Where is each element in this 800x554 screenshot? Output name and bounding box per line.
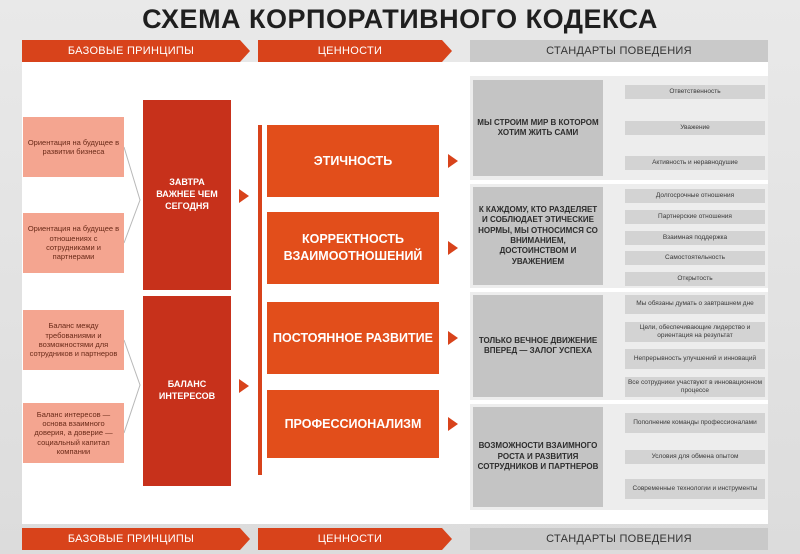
standard-item: Самостоятельность bbox=[625, 251, 765, 265]
standard-item: Условия для обмена опытом bbox=[625, 450, 765, 464]
principle-box-balance: БАЛАНС ИНТЕРЕСОВ bbox=[143, 296, 231, 486]
principle-detail-box: Ориентация на будущее в развитии бизнеса bbox=[23, 117, 124, 177]
standard-item: Непрерывность улучшений и инноваций bbox=[625, 349, 765, 369]
standard-item: Долгосрочные отношения bbox=[625, 189, 765, 203]
principle-box-future: ЗАВТРА ВАЖНЕЕ ЧЕМ СЕГОДНЯ bbox=[143, 100, 231, 290]
page-title: СХЕМА КОРПОРАТИВНОГО КОДЕКСА bbox=[142, 4, 658, 34]
value-development: ПОСТОЯННОЕ РАЗВИТИЕ bbox=[267, 302, 439, 374]
value-ethics: ЭТИЧНОСТЬ bbox=[267, 125, 439, 197]
standard-item: Открытость bbox=[625, 272, 765, 286]
principle-detail-box: Баланс между требованиями и возможностями для сотрудников и партнеров bbox=[23, 310, 124, 370]
arrow-icon bbox=[239, 189, 249, 203]
header-standards-bottom: СТАНДАРТЫ ПОВЕДЕНИЯ bbox=[470, 528, 768, 550]
standard-main: МЫ СТРОИМ МИР В КОТОРОМ ХОТИМ ЖИТЬ САМИ bbox=[473, 80, 603, 176]
standard-item: Цели, обеспечивающие лидерство и ориентация на результат bbox=[625, 322, 765, 342]
principle-detail-box: Баланс интересов — основа взаимного доверия, а доверие — социальный капитал компании bbox=[23, 403, 124, 463]
principle-detail-box: Ориентация на будущее в отношениях с сотрудниками и партнерами bbox=[23, 213, 124, 273]
standard-item: Взаимная поддержка bbox=[625, 231, 765, 245]
standard-main: ВОЗМОЖНОСТИ ВЗАИМНОГО РОСТА И РАЗВИТИЯ СОТРУДНИКОВ И ПАРТНЕРОВ bbox=[473, 407, 603, 507]
arrow-icon bbox=[448, 417, 458, 431]
arrow-icon bbox=[448, 154, 458, 168]
values-bracket bbox=[258, 125, 262, 475]
standard-item: Уважение bbox=[625, 121, 765, 135]
standard-item: Современные технологии и инструменты bbox=[625, 479, 765, 499]
header-principles-top: БАЗОВЫЕ ПРИНЦИПЫ bbox=[22, 40, 240, 62]
header-standards-top: СТАНДАРТЫ ПОВЕДЕНИЯ bbox=[470, 40, 768, 62]
header-values-bottom: ЦЕННОСТИ bbox=[258, 528, 442, 550]
standard-main: К КАЖДОМУ, КТО РАЗДЕЛЯЕТ И СОБЛЮДАЕТ ЭТИЧЕСКИЕ НОРМЫ, МЫ ОТНОСИМСЯ СО ВНИМАНИЕМ, ДОСТОИНСТВОМ И УВАЖЕНИЕМ bbox=[473, 187, 603, 285]
arrow-icon bbox=[448, 331, 458, 345]
header-principles-bottom: БАЗОВЫЕ ПРИНЦИПЫ bbox=[22, 528, 240, 550]
value-professionalism: ПРОФЕССИОНАЛИЗМ bbox=[267, 390, 439, 458]
arrow-icon bbox=[239, 379, 249, 393]
header-values-top: ЦЕННОСТИ bbox=[258, 40, 442, 62]
value-relations: КОРРЕКТНОСТЬ ВЗАИМООТНОШЕНИЙ bbox=[267, 212, 439, 284]
standard-item: Пополнение команды профессионалами bbox=[625, 413, 765, 433]
standard-item: Ответственность bbox=[625, 85, 765, 99]
arrow-icon bbox=[448, 241, 458, 255]
standard-main: ТОЛЬКО ВЕЧНОЕ ДВИЖЕНИЕ ВПЕРЕД — ЗАЛОГ УСПЕХА bbox=[473, 295, 603, 397]
standard-item: Мы обязаны думать о завтрашнем дне bbox=[625, 295, 765, 314]
standard-item: Партнерские отношения bbox=[625, 210, 765, 224]
standard-item: Активность и неравнодушие bbox=[625, 156, 765, 170]
standard-item: Все сотрудники участвуют в инновационном процессе bbox=[625, 377, 765, 397]
